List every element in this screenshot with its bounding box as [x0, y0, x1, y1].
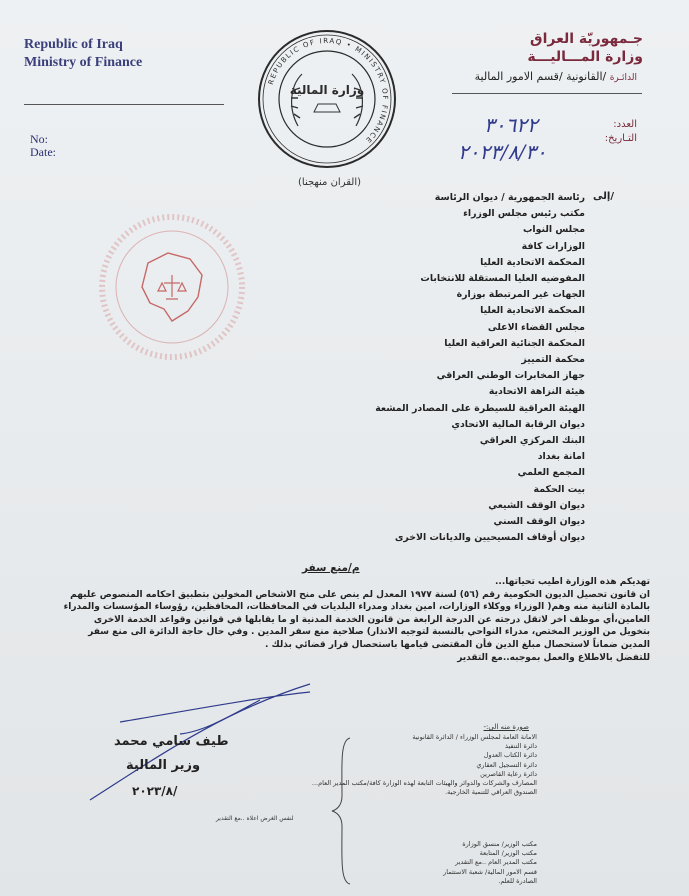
- addressee-item: المحكمة الجنائية العراقية العليا: [444, 337, 585, 349]
- copies-heading: صورة منه الى:-: [483, 723, 529, 731]
- motto: (القران منهجنا): [298, 177, 362, 188]
- signatory-name: طيف سامي محمد: [114, 734, 229, 749]
- arabic-country: جـمهوريّة العراق: [530, 31, 643, 47]
- date-label: Date:: [30, 145, 56, 159]
- addressee-item: المفوضيه العليا المستقلة للانتخابات: [420, 273, 585, 285]
- subject-line: م/منع سفر: [302, 562, 360, 574]
- english-header-rule: [24, 104, 224, 105]
- no-label: No:: [30, 132, 48, 146]
- addressee-item: ديوان أوقاف المسيحيين والديانات الاخرى: [394, 532, 585, 544]
- addressee-item: ديوان الوقف السني: [493, 516, 585, 528]
- internal-copy-recipient: مكتب المدير العام ..مع التقدير: [455, 858, 537, 867]
- department-line: [475, 70, 637, 83]
- letter-body: [62, 576, 650, 664]
- addressee-item: رئاسة الجمهورية / ديوان الرئاسة: [434, 192, 585, 203]
- department-value: /القانونية /قسم الامور المالية: [474, 70, 607, 83]
- arabic-letterhead: [527, 30, 643, 66]
- addressee-item: ديوان الرقابة المالية الاتحادي: [451, 418, 585, 430]
- number-label-ar: العدد:: [613, 119, 637, 130]
- internal-copy-recipient: الصادرة للعلم.: [498, 876, 537, 885]
- addressee-item: بيت الحكمة: [533, 483, 585, 495]
- addressee-item: جهاز المخابرات الوطني العراقي: [436, 370, 585, 382]
- signatory-title: وزير المالية: [126, 758, 201, 773]
- addressee-item: مجلس النواب: [523, 224, 585, 236]
- copy-recipient: دائرة التنفيذ: [505, 742, 537, 751]
- english-country: Republic of Iraq: [24, 37, 123, 52]
- handwritten-number: ٣٠٦٢٢: [484, 113, 538, 137]
- addressee-item: المحكمة الاتحادية العليا: [480, 256, 585, 268]
- copy-recipient: المصارف والشركات والدوائر والهيئات التابعة لهذه الوزارة كافة/مكتب المدير العام...: [311, 779, 537, 788]
- copies-list: [312, 733, 537, 797]
- seal-center-text: وزارة المالية: [289, 83, 365, 97]
- internal-copies-list: [443, 840, 537, 886]
- copy-recipient: الامانة العامة لمجلس الوزراء / الدائرة القانونية: [412, 733, 537, 741]
- to-label: إلى/: [593, 191, 614, 202]
- copy-recipient: دائرة الكتاب العدول: [483, 751, 537, 760]
- internal-copy-recipient: مكتب الوزير/ منسق الوزارة: [462, 840, 537, 848]
- addressee-item: الجهات غير المرتبطة بوزارة: [456, 289, 585, 301]
- addressee-item: المجمع العلمي: [517, 467, 585, 479]
- department-label: الدائـرة: [609, 73, 637, 83]
- handwritten-date: ٢٠٢٣/٨/٣٠: [458, 140, 547, 164]
- handwritten-note: لنفس الغرض اعلاه ..مع التقدير: [216, 815, 294, 822]
- english-ministry: Ministry of Finance: [24, 55, 143, 70]
- signature-date: ٢٠٢٣/٨/: [132, 784, 178, 798]
- copy-recipient: الصندوق العراقي للتنمية الخارجية.: [445, 788, 537, 797]
- copy-recipient: دائرة رعاية القاصرين: [480, 769, 537, 778]
- addressee-item: مجلس القضاء الاعلى: [487, 321, 585, 333]
- addressee-item: الوزارات كافة: [521, 240, 585, 252]
- department-rule: [452, 93, 642, 94]
- addressee-item: محكمة التمييز: [521, 354, 585, 366]
- greeting: تهديكم هذه الوزارة اطيب تحياتها...: [495, 577, 650, 587]
- addressee-item: امانة بغداد: [537, 451, 585, 463]
- addressee-item: البنك المركزي العراقي: [479, 435, 585, 447]
- addressee-item: هيئة النزاهة الاتحادية: [488, 386, 585, 398]
- addressee-item: ديوان الوقف الشيعي: [488, 499, 585, 511]
- addressee-item: المحكمة الاتحادية العليا: [480, 305, 585, 317]
- addressee-item: الهيئة العراقية للسيطرة على المصادر المشعة: [375, 402, 585, 414]
- copy-recipient: دائرة التسجيل العقاري: [476, 760, 537, 769]
- english-letterhead: [24, 36, 142, 72]
- addressee-list: [375, 190, 585, 546]
- ministry-seal: [256, 28, 398, 170]
- internal-copy-recipient: قسم الامور المالية/ شعبة الاستثمار: [443, 867, 537, 876]
- official-stamp: [98, 213, 246, 361]
- internal-copy-recipient: مكتب الوزير/ المتابعة: [479, 849, 537, 858]
- closing-line: للتفضل بالاطلاع والعمل بموجبه..مع التقدير: [457, 652, 650, 663]
- number-date-arabic: [605, 118, 637, 146]
- addressee-item: مكتب رئيس مجلس الوزراء: [463, 208, 585, 220]
- seal-ring-text: REPUBLIC OF IRAQ • MINISTRY OF FINANCE: [266, 36, 390, 145]
- date-label-ar: التـاريخ:: [604, 133, 637, 144]
- number-date-english: [30, 133, 56, 159]
- arabic-ministry: وزارة المـــاليـــة: [527, 49, 643, 65]
- body-paragraph: ان قانون تحصيل الديون الحكومية رقم (٥٦) لسنة ١٩٧٧ المعدل لم ينص على منح الاشخاص المخولين بتطبيق احكامه المنصوص عليهم بالمادة الثانية منه وهم( الوزراء ووكلاء الوزارات، امين بغداد ومدراء البلديات في المحافظات، المحافظين، رؤوساء المؤسسات والمدراء العامين،أي موظف اخر لاتقل درجته عن الدرجة الرابعة من قانون الخدمة المدنية او ما يقابلها في قوانين وقواعد الخدمة الاخرى بتخويل من الوزير المختص، مدراء النواحي بالنسبة لتوجيه الانذار) صلاحية منع سفر المدين . وفي حال حاجة الدائرة الى منع سفر المدين ضماناً لاستحصال مبلغ الدين فأن المقتضى قيامها باستحصال قرار قضائي بذلك .: [63, 589, 650, 650]
